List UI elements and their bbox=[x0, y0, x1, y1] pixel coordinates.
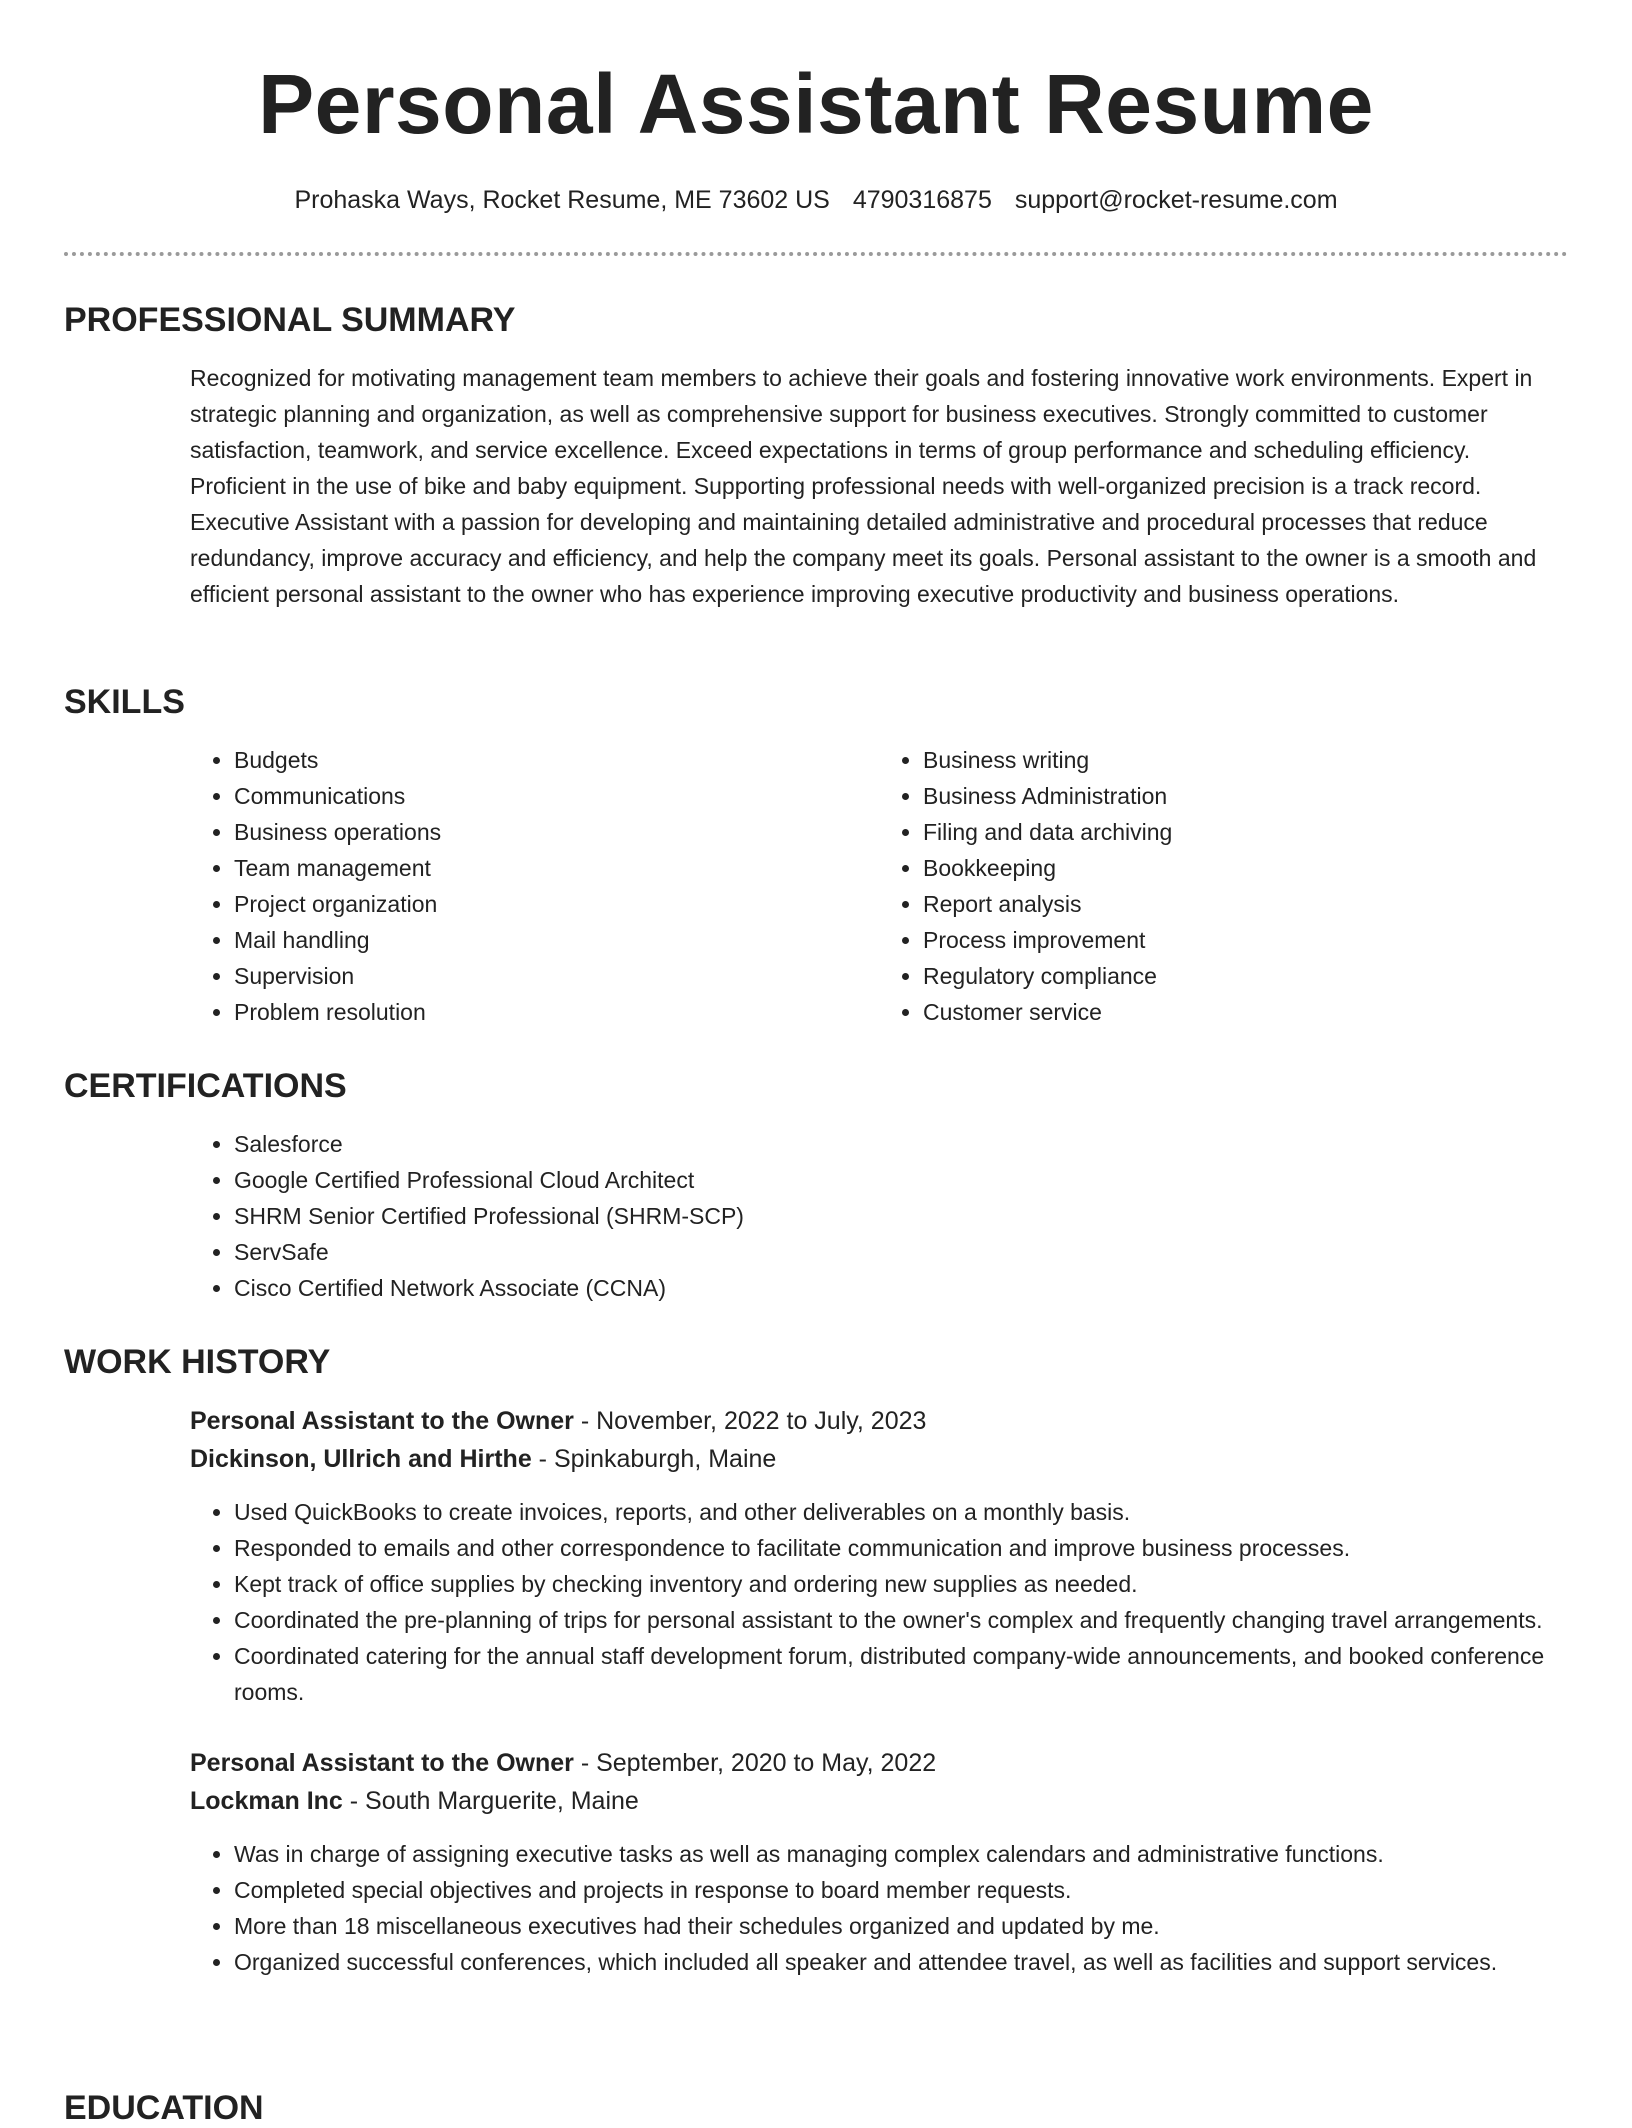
job-dates: - November, 2022 to July, 2023 bbox=[573, 1407, 927, 1435]
job-company: Lockman Inc bbox=[190, 1787, 343, 1815]
job-duty: • More than 18 miscellaneous executives had their schedules organized and updated by me. bbox=[234, 1908, 1568, 1944]
certifications-heading: CERTIFICATIONS bbox=[64, 1067, 347, 1105]
job-duty: • Kept track of office supplies by checking inventory and ordering new supplies as needed. bbox=[234, 1566, 1568, 1602]
job-duty: • Coordinated the pre-planning of trips for personal assistant to the owner's complex and frequently changing travel arrangements. bbox=[234, 1602, 1568, 1638]
job-dates: - September, 2020 to May, 2022 bbox=[573, 1749, 937, 1777]
skill-item: • Team management bbox=[234, 850, 879, 886]
contact-line bbox=[64, 184, 1568, 216]
job-title-line bbox=[190, 1402, 1568, 1440]
certification-item: • Cisco Certified Network Associate (CCNA) bbox=[234, 1270, 1568, 1306]
education-heading: EDUCATION bbox=[64, 2089, 264, 2127]
certifications-list bbox=[190, 1126, 1568, 1306]
skill-item: • Customer service bbox=[923, 994, 1568, 1030]
skill-item: • Supervision bbox=[234, 958, 879, 994]
job-duty: • Used QuickBooks to create invoices, reports, and other deliverables on a monthly basis. bbox=[234, 1494, 1568, 1530]
job-location: - South Marguerite, Maine bbox=[342, 1787, 639, 1815]
skill-item: • Problem resolution bbox=[234, 994, 879, 1030]
skill-item: • Communications bbox=[234, 778, 879, 814]
summary-text: Recognized for motivating management team members to achieve their goals and fostering innovative work environments. Expert in strategic planning and organization, as well as comprehensive support for business executives. Strongly committed to customer satisfaction, teamwork, and service excellence. Exceed expectations in terms of group performance and scheduling efficiency. Proficient in the use of bike and baby equipment. Supporting professional needs with well-organized precision is a track record. Executive Assistant with a passion for developing and maintaining detailed administrative and procedural processes that reduce redundancy, improve accuracy and efficiency, and help the company meet its goals. Personal assistant to the owner is a smooth and efficient personal assistant to the owner who has experience improving executive productivity and business operations. bbox=[190, 365, 1537, 607]
education-section bbox=[64, 2088, 1568, 2128]
skill-item: • Mail handling bbox=[234, 922, 879, 958]
job-title-line bbox=[190, 1744, 1568, 1782]
certification-item: • Google Certified Professional Cloud Architect bbox=[234, 1162, 1568, 1198]
job-company-line bbox=[190, 1782, 1568, 1820]
work-history-section bbox=[64, 1342, 1568, 1980]
summary-section bbox=[64, 300, 1568, 612]
job-duty: • Coordinated catering for the annual staff development forum, distributed company-wide announcements, and booked conference rooms. bbox=[234, 1638, 1568, 1710]
job-title: Personal Assistant to the Owner bbox=[190, 1407, 574, 1435]
certifications-section bbox=[64, 1066, 1568, 1306]
job-company-line bbox=[190, 1440, 1568, 1478]
work-history-heading: WORK HISTORY bbox=[64, 1343, 331, 1381]
job-duty: • Responded to emails and other correspondence to facilitate communication and improve business processes. bbox=[234, 1530, 1568, 1566]
skills-section bbox=[64, 682, 1568, 1030]
certification-item: • SHRM Senior Certified Professional (SHRM-SCP) bbox=[234, 1198, 1568, 1234]
resume-page bbox=[64, 0, 1568, 2127]
job-duties-list bbox=[190, 1494, 1568, 1710]
skill-item: • Business writing bbox=[923, 742, 1568, 778]
skill-item: • Report analysis bbox=[923, 886, 1568, 922]
job-entry bbox=[190, 1402, 1568, 1710]
skill-item: • Process improvement bbox=[923, 922, 1568, 958]
skill-item: • Budgets bbox=[234, 742, 879, 778]
skill-item: • Regulatory compliance bbox=[923, 958, 1568, 994]
skills-grid bbox=[190, 742, 1568, 1030]
contact-email: support@rocket-resume.com bbox=[1014, 186, 1338, 214]
job-entry bbox=[190, 1744, 1568, 1980]
certification-item: • ServSafe bbox=[234, 1234, 1568, 1270]
certification-item: • Salesforce bbox=[234, 1126, 1568, 1162]
job-duty: • Organized successful conferences, which included all speaker and attendee travel, as well as facilities and support services. bbox=[234, 1944, 1568, 1980]
job-location: - Spinkaburgh, Maine bbox=[531, 1445, 777, 1473]
resume-title: Personal Assistant Resume bbox=[258, 57, 1374, 151]
skill-item: • Business Administration bbox=[923, 778, 1568, 814]
skill-item: • Business operations bbox=[234, 814, 879, 850]
skills-heading: SKILLS bbox=[64, 683, 185, 721]
header-divider bbox=[64, 252, 1568, 256]
skill-item: • Filing and data archiving bbox=[923, 814, 1568, 850]
skill-item: • Project organization bbox=[234, 886, 879, 922]
contact-address: Prohaska Ways, Rocket Resume, ME 73602 US bbox=[294, 186, 830, 214]
job-duties-list bbox=[190, 1836, 1568, 1980]
skills-list-left bbox=[190, 742, 879, 1030]
job-company: Dickinson, Ullrich and Hirthe bbox=[190, 1445, 532, 1473]
skills-list-right bbox=[879, 742, 1568, 1030]
summary-heading: PROFESSIONAL SUMMARY bbox=[64, 301, 516, 339]
contact-phone: 4790316875 bbox=[852, 186, 992, 214]
job-duty: • Was in charge of assigning executive tasks as well as managing complex calendars and administrative functions. bbox=[234, 1836, 1568, 1872]
skill-item: • Bookkeeping bbox=[923, 850, 1568, 886]
job-title: Personal Assistant to the Owner bbox=[190, 1749, 574, 1777]
job-duty: • Completed special objectives and projects in response to board member requests. bbox=[234, 1872, 1568, 1908]
